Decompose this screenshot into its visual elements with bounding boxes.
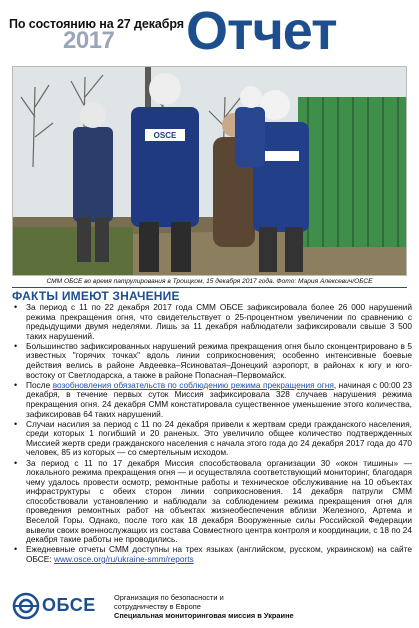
bullet-icon: • [14,544,18,555]
bullet-icon: • [14,457,18,468]
bullet-icon: • [14,379,18,390]
facts-heading: ФАКТЫ ИМЕЮТ ЗНАЧЕНИЕ [12,289,180,303]
report-header [0,0,419,66]
list-item: • После возобновления обязательств по соблюдению режима прекращения огня, начиная с 00:00 23 декабря, в течение первых суток Миссия зафиксировала 328 случаев нарушения режима прекращения огня. 24 декабря СММ констатировала существенное уменьшение этого количества, зафиксировав 64 таких нарушений. [14,379,412,419]
osce-emblem-icon [12,592,40,620]
list-item: • За период с 11 по 17 декабря Миссия способствовала организации 30 «окон тишины» — локального режима прекращения огня — и осуществляла соответствующий мониторинг, благодаря чему удалось провести осмотр, ремонтные работы и техническое обслуживание на 10 объектах инфраструктуры с обеих сторон линии соприкосновения. 14 декабря патрули СММ способствовали установлению и наблюдали за соблюдением режима прекращения огня для проведения ремонтных работ на объектах жизнеобеспечения вблизи Железного, Артема и Веселой Горы. Однако, после того как 18 декабря Вооруженные силы Российской Федерации вывели своих военнослужащих из состава Совместного центра контроля и координации, с 18 по 24 декабря такие работы не проводились. [14,457,412,545]
divider-line [12,287,407,288]
photo-caption: СММ ОБСЕ во время патрулирования в Троицком, 15 декабря 2017 года. Фото: Мария Алексевич/ОБСЕ [46,278,373,285]
report-year: 2017 [63,27,115,54]
list-item: • Случаи насилия за период с 11 по 24 декабря привели к жертвам среди гражданского населения, среди которых 1 погибший и 20 раненых. Это увеличило общее количество подтвержденных Миссией жертв среди гражданского населения с начала этого года до 24 декабря 2017 года до 470 человек, 85 из которых — со смертельным исходом. [14,418,412,458]
facts-list [12,303,412,565]
osce-logo [12,592,108,620]
report-title: Отчет [186,1,337,61]
organization-name: Организация по безопасности и сотрудничеству в Европе Специальная мониторинговая миссия в Украине [114,593,294,620]
vest-label: OSCE [153,131,177,140]
report-date: По состоянию на 27 декабря [9,17,184,31]
bullet-icon: • [14,418,18,429]
list-item: • Ежедневные отчеты СММ доступны на трех языках (английском, русском, украинском) на сайте ОБСЕ: www.osce.org/ru/ukraine-smm/reports [14,544,412,564]
ceasefire-commitment-link[interactable]: возобновления обязательств по соблюдению режима прекращения огня [52,379,334,390]
patrol-photo [12,66,407,276]
reports-link[interactable]: www.osce.org/ru/ukraine-smm/reports [53,553,194,564]
footer [0,590,419,628]
bullet-icon: • [14,302,18,312]
bullet-icon: • [14,340,18,351]
logo-wordmark: ОБСЕ [42,595,96,615]
list-item: • Большинство зафиксированных нарушений режима прекращения огня было сконцентрировано в 5 известных "горячих точках" вдоль линии соприкосновения; особенно интенсивные боевые действия велись в районе Авдеевка–Ясиноватая–Донецкий аэропорт, в районах к югу и юго-востоку от Светлодарска, а также в районе Попасная–Первомайск. [14,340,412,380]
list-item: • За период с 11 по 22 декабря 2017 года СММ ОБСЕ зафиксировала более 26 000 нарушений режима прекращения огня, что свидетельствует о 25-процентном увеличении по сравнению с предыдущими двумя неделями. Лишь за 11 декабря наблюдатели зафиксировали свыше 3 500 таких нарушений. [14,302,412,341]
